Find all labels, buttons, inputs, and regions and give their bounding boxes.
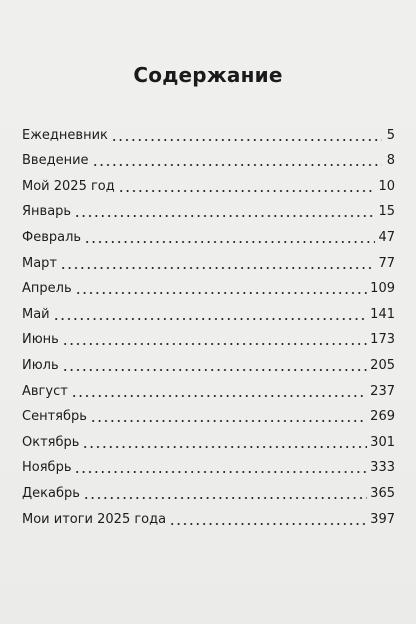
toc-entry-label: Сентябрь: [22, 409, 87, 425]
toc-entry: [22, 195, 395, 221]
toc-entry-label: Мои итоги 2025 года: [22, 511, 167, 527]
dot-leader: [75, 292, 368, 294]
toc-entry: [22, 272, 395, 298]
show-through-text: [0, 44, 416, 62]
dot-leader: [62, 369, 368, 371]
toc-entry: [22, 118, 395, 144]
toc-entry: [22, 169, 395, 195]
toc-entry-page: 10: [378, 178, 395, 194]
dot-leader: [62, 343, 367, 345]
dot-leader: [82, 446, 367, 448]
toc-entry-label: Декабрь: [22, 485, 80, 501]
toc-entry: [22, 425, 395, 451]
toc-entry: [22, 374, 395, 400]
dot-leader: [83, 497, 367, 499]
toc-entry-label: Июнь: [22, 332, 59, 348]
toc-entry: [22, 400, 395, 426]
toc-entry: [22, 348, 395, 374]
toc-entry-label: Введение: [22, 153, 89, 169]
page-title: Содержание: [133, 63, 283, 87]
toc-entry: [22, 144, 395, 170]
toc-entry-page: 333: [370, 460, 395, 476]
toc-entry: [22, 246, 395, 272]
toc-entry-label: Май: [22, 306, 50, 322]
toc-entry-label: Мой 2025 год: [22, 178, 115, 194]
table-of-contents: [22, 118, 395, 528]
toc-entry-label: Февраль: [22, 229, 82, 245]
toc-entry-page: 365: [370, 485, 395, 501]
toc-entry: [22, 451, 395, 477]
toc-entry-label: Август: [22, 383, 68, 399]
dot-leader: [92, 164, 382, 166]
dot-leader: [118, 190, 376, 192]
toc-entry-page: 301: [370, 434, 395, 450]
toc-entry-page: 205: [370, 357, 395, 373]
toc-entry-page: 237: [370, 383, 395, 399]
toc-entry-page: 15: [378, 204, 395, 220]
toc-entry-page: 77: [378, 255, 395, 271]
toc-entry: [22, 220, 395, 246]
toc-entry-page: 8: [386, 153, 395, 169]
toc-entry-label: Март: [22, 255, 58, 271]
toc-entry-page: 173: [370, 332, 395, 348]
toc-entry-label: Ежедневник: [22, 127, 108, 143]
dot-leader: [169, 523, 367, 525]
dot-leader: [74, 471, 367, 473]
toc-entry-page: 269: [370, 409, 395, 425]
toc-entry-page: 109: [370, 281, 395, 297]
toc-entry-page: 5: [386, 127, 395, 143]
dot-leader: [53, 318, 368, 320]
toc-entry-label: Июль: [22, 357, 59, 373]
dot-leader: [74, 215, 375, 217]
toc-entry: [22, 476, 395, 502]
dot-leader: [60, 267, 375, 269]
dot-leader: [84, 241, 375, 243]
dot-leader: [90, 420, 367, 422]
toc-entry: [22, 323, 395, 349]
toc-entry-page: 47: [378, 229, 395, 245]
toc-entry-label: Ноябрь: [22, 460, 72, 476]
toc-entry-label: Октябрь: [22, 434, 80, 450]
toc-entry-page: 141: [370, 306, 395, 322]
dot-leader: [111, 139, 382, 141]
toc-entry-label: Апрель: [22, 281, 72, 297]
toc-entry: [22, 297, 395, 323]
toc-entry: [22, 502, 395, 528]
toc-entry-label: Январь: [22, 204, 72, 220]
toc-entry-page: 397: [370, 511, 395, 527]
dot-leader: [71, 395, 367, 397]
